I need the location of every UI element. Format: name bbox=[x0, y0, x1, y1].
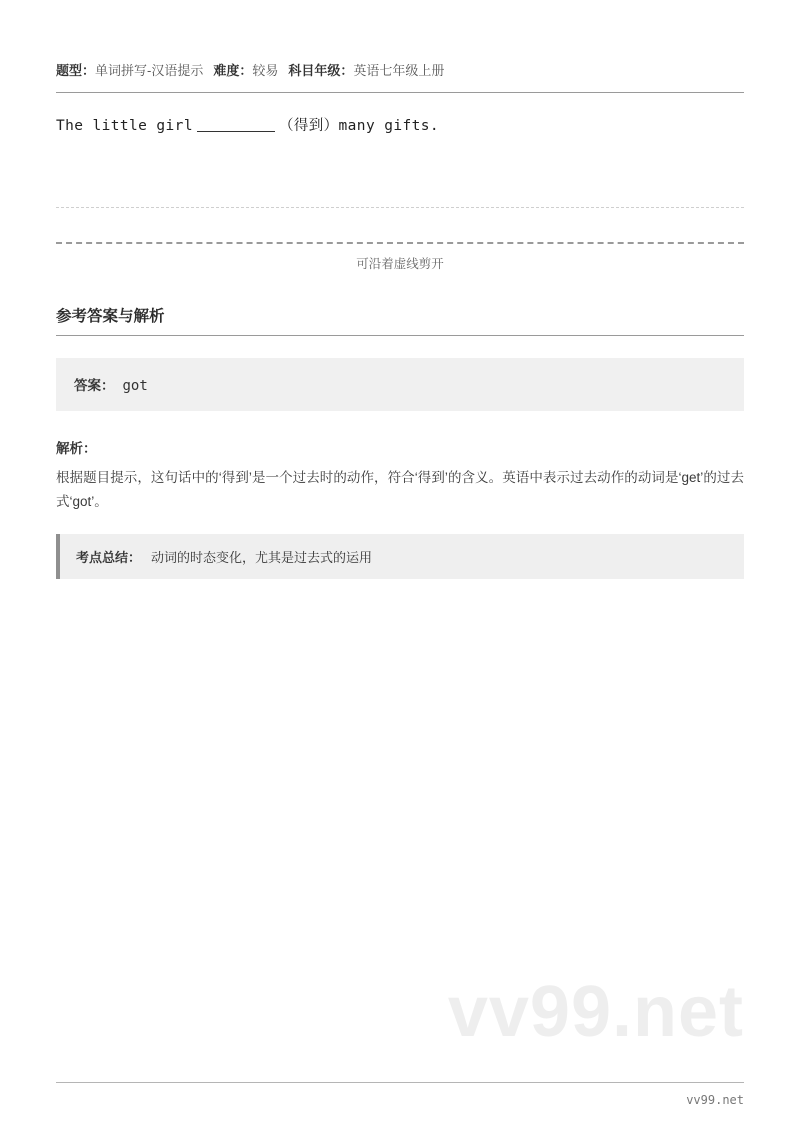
answer-section-title: 参考答案与解析 bbox=[56, 308, 165, 325]
answer-label: 答案： bbox=[74, 378, 115, 393]
answer-box bbox=[56, 358, 744, 411]
difficulty-value: 较易 bbox=[252, 63, 279, 78]
analysis-text: 根据题目提示，这句话中的‘得到’是一个过去时的动作，符合‘得到’的含义。英语中表示过去动作的动词是‘get’的过去式‘got’。 bbox=[56, 470, 744, 509]
key-point-label: 考点总结： bbox=[76, 550, 142, 565]
watermark: vv99.net bbox=[447, 972, 744, 1052]
footer-site: vv99.net bbox=[686, 1093, 744, 1107]
header-divider bbox=[56, 92, 744, 93]
question-text-after: （得到）many gifts. bbox=[278, 118, 439, 134]
question-meta bbox=[56, 0, 744, 80]
analysis-label: 解析： bbox=[56, 441, 97, 456]
subject-grade-label: 科目年级： bbox=[288, 63, 354, 78]
writing-space bbox=[56, 137, 744, 207]
cut-note: 可沿着虚线剪开 bbox=[356, 257, 444, 271]
answer-value: got bbox=[122, 378, 148, 394]
thin-dashed-divider bbox=[56, 207, 744, 208]
document-content bbox=[56, 0, 744, 579]
answer-section-divider bbox=[56, 335, 744, 336]
answer-blank bbox=[197, 131, 275, 132]
question-text-before: The little girl bbox=[56, 118, 193, 134]
footer-divider bbox=[56, 1082, 744, 1083]
cut-dashed-line bbox=[56, 242, 744, 244]
question-text bbox=[56, 115, 744, 137]
key-point-text: 动词的时态变化，尤其是过去式的运用 bbox=[151, 550, 373, 565]
question-type-label: 题型： bbox=[56, 63, 96, 78]
question-type-value: 单词拼写-汉语提示 bbox=[95, 63, 204, 78]
subject-grade-value: 英语七年级上册 bbox=[353, 63, 445, 78]
key-point-summary-box bbox=[56, 534, 744, 579]
difficulty-label: 难度： bbox=[213, 63, 253, 78]
